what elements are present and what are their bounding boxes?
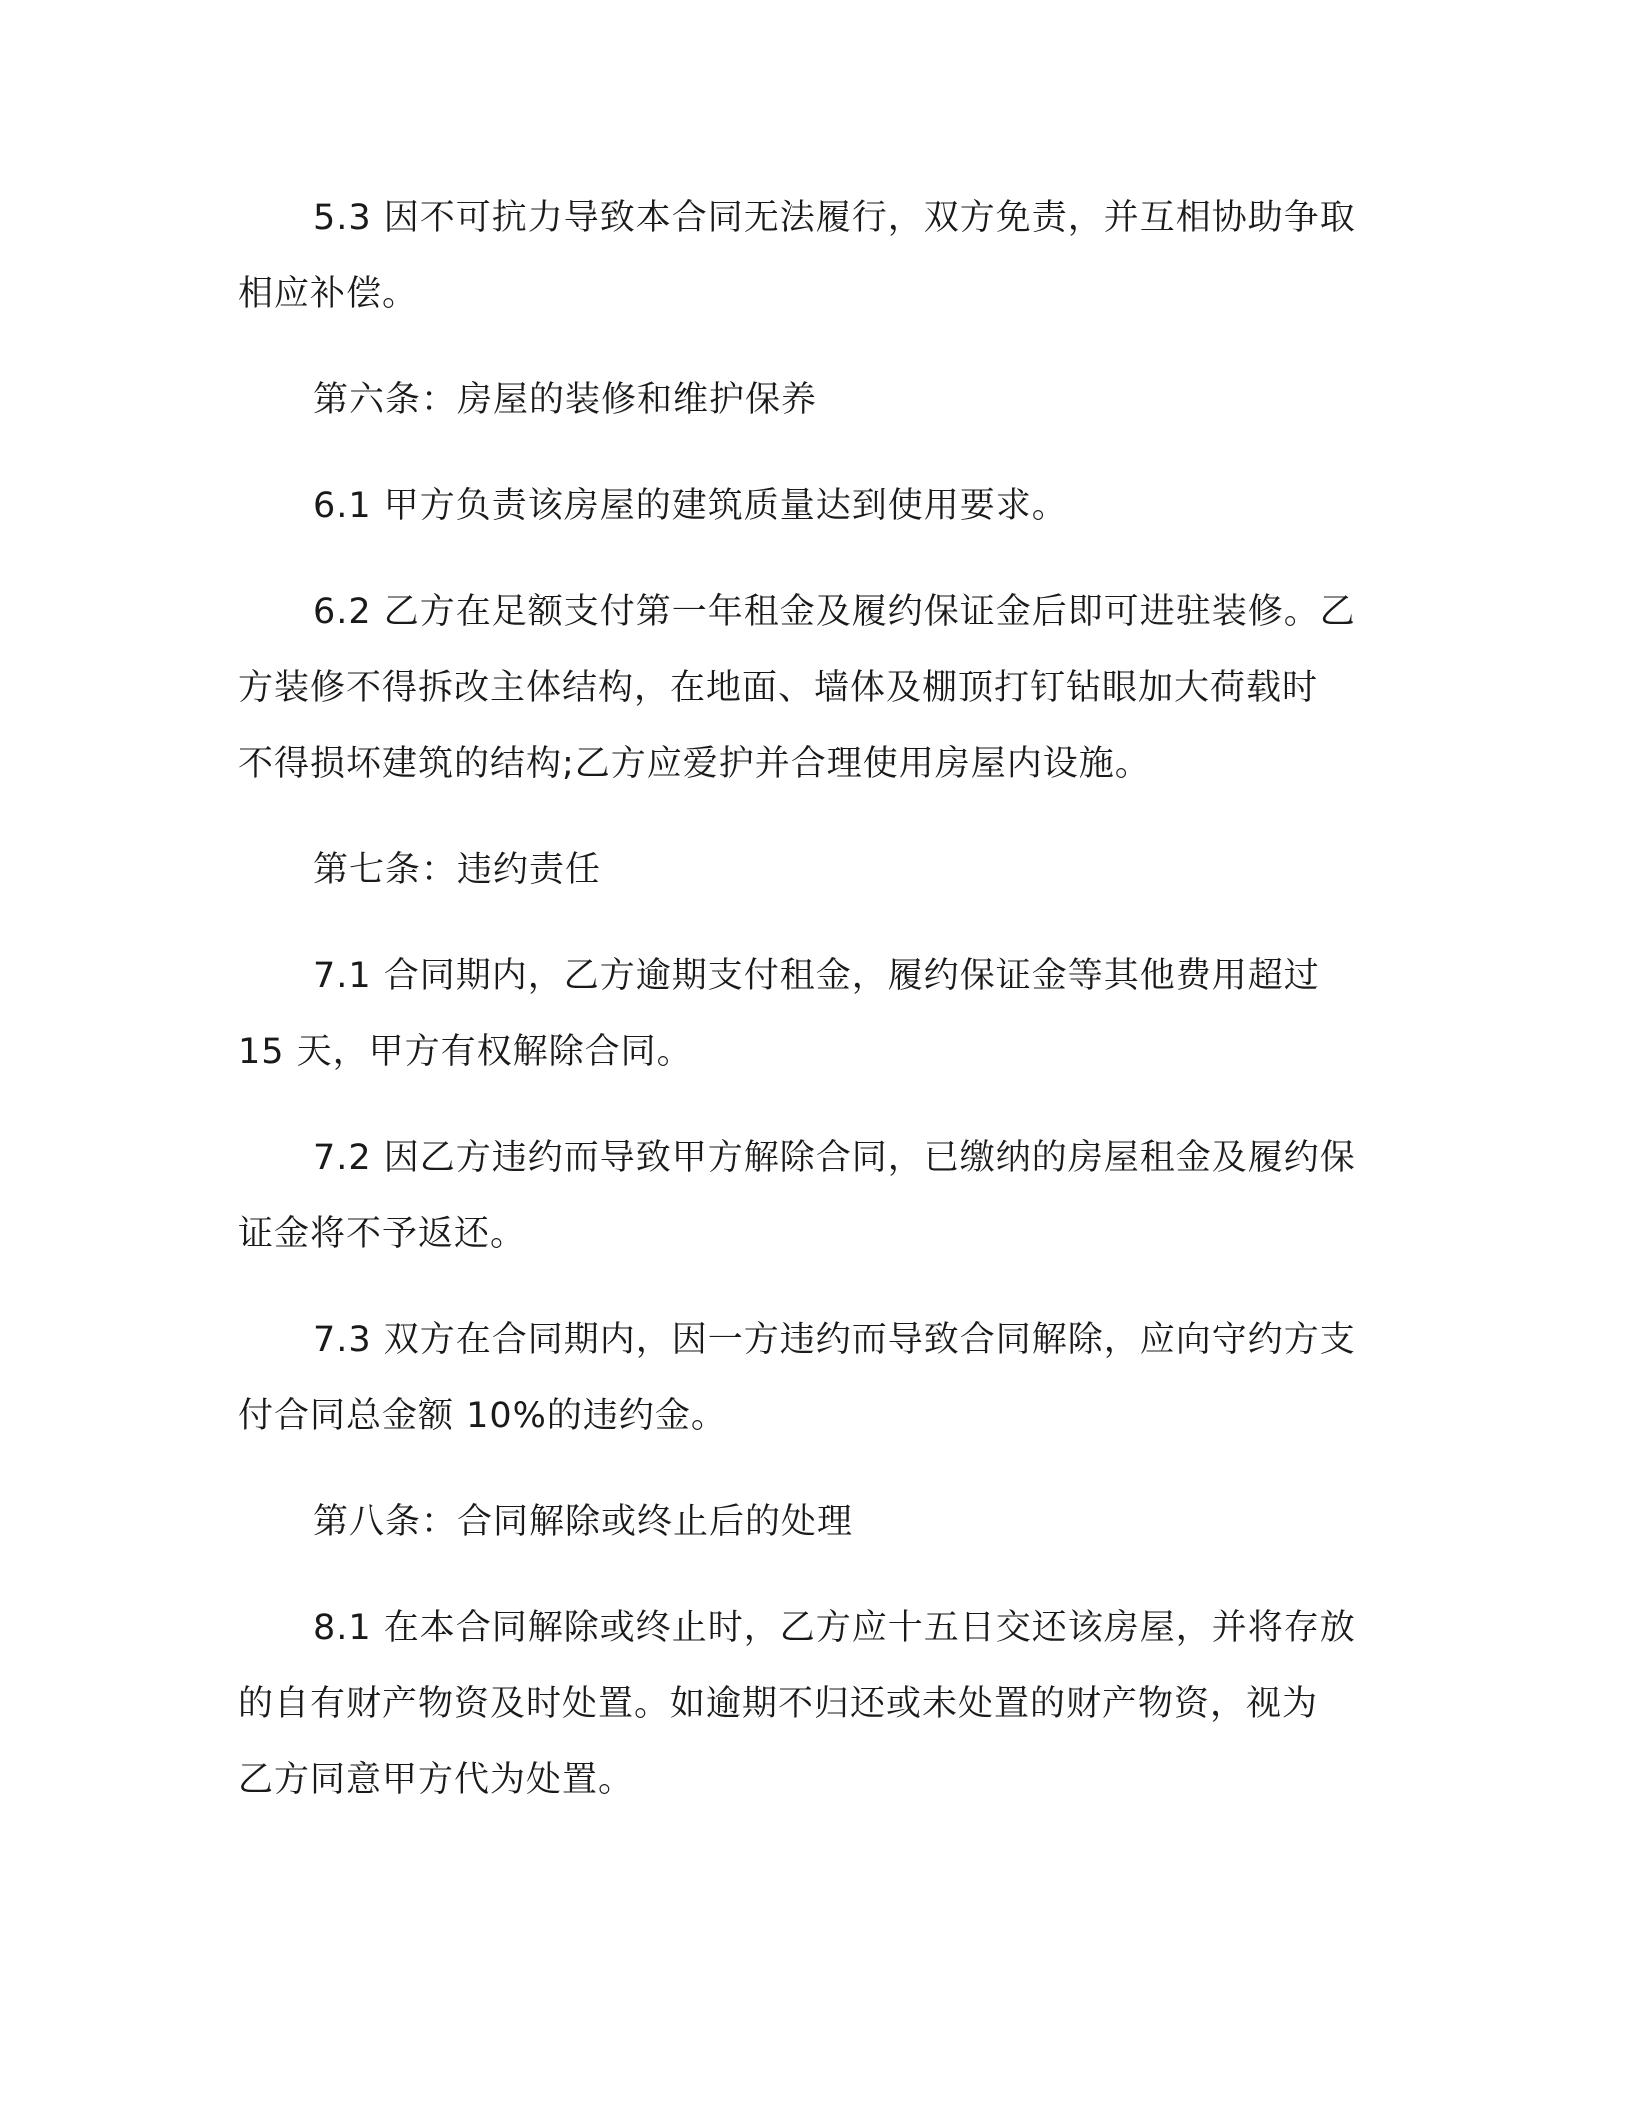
article-6-heading (238, 362, 1388, 438)
clause-line: 不得损坏建筑的结构;乙方应爱护并合理使用房屋内设施。 (238, 744, 1151, 784)
heading-line: 第八条：合同解除或终止后的处理 (313, 1502, 854, 1542)
clause-5-3 (238, 180, 1388, 332)
clause-line: 7.1 合同期内，乙方逾期支付租金，履约保证金等其他费用超过 (313, 956, 1320, 996)
clause-line: 付合同总金额 10%的违约金。 (238, 1396, 727, 1436)
article-7-heading (238, 832, 1388, 908)
clause-line: 乙方同意甲方代为处置。 (238, 1760, 635, 1800)
clause-line: 8.1 在本合同解除或终止时，乙方应十五日交还该房屋，并将存放 (313, 1608, 1356, 1648)
heading-line: 第七条：违约责任 (313, 850, 602, 890)
clause-line: 15 天，甲方有权解除合同。 (238, 1032, 693, 1072)
clause-line: 的自有财产物资及时处置。如逾期不归还或未处置的财产物资，视为 (238, 1684, 1319, 1724)
heading-line: 第六条：房屋的装修和维护保养 (313, 380, 818, 420)
clause-8-1 (238, 1590, 1388, 1818)
clause-7-1 (238, 938, 1388, 1090)
clause-6-2 (238, 574, 1388, 802)
clause-line: 证金将不予返还。 (238, 1214, 527, 1254)
clause-line: 5.3 因不可抗力导致本合同无法履行，双方免责，并互相协助争取 (313, 198, 1356, 238)
clause-6-1 (238, 468, 1388, 544)
clause-7-3 (238, 1302, 1388, 1454)
clause-line: 6.1 甲方负责该房屋的建筑质量达到使用要求。 (313, 486, 1068, 526)
article-8-heading (238, 1484, 1388, 1560)
clause-line: 方装修不得拆改主体结构，在地面、墙体及棚顶打钉钻眼加大荷载时 (238, 668, 1319, 708)
clause-line: 相应补偿。 (238, 274, 419, 314)
document-body (238, 180, 1388, 1848)
clause-line: 6.2 乙方在足额支付第一年租金及履约保证金后即可进驻装修。乙 (313, 592, 1356, 632)
clause-7-2 (238, 1120, 1388, 1272)
clause-line: 7.3 双方在合同期内，因一方违约而导致合同解除，应向守约方支 (313, 1320, 1356, 1360)
clause-line: 7.2 因乙方违约而导致甲方解除合同，已缴纳的房屋租金及履约保 (313, 1138, 1356, 1178)
